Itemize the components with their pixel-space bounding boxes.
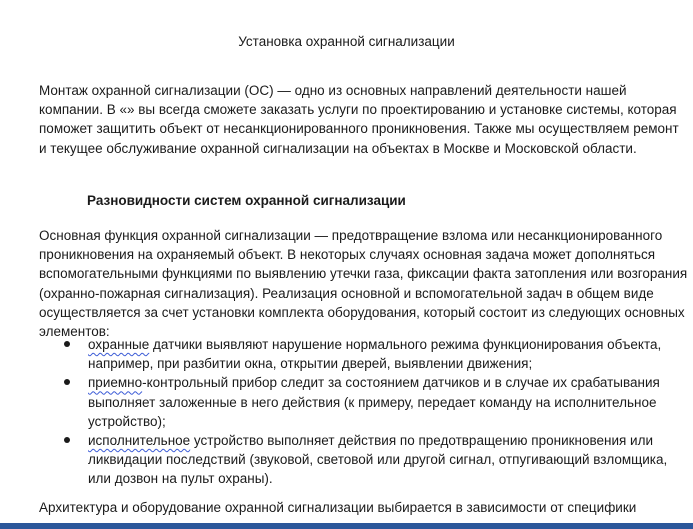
spellcheck-word[interactable]: охранные [88, 337, 150, 352]
bullet-icon [64, 379, 70, 385]
intro-paragraph: Монтаж охранной сигнализации (ОС) — одно из основных направлений деятельности нашей компании. В «» вы всегда сможете заказать услуги по проектированию и установке системы, которая поможет защитить объект от несанкционированного проникновения. Также мы осуществляем ремонт и текущее обслуживание охранной сигнализации на объектах в Москве и Московской области. [39, 83, 679, 156]
list-item [88, 373, 688, 431]
spellcheck-word[interactable]: приемно [88, 375, 143, 391]
section-heading: Разновидности систем охранной сигнализации [87, 193, 406, 208]
last-paragraph: Архитектура и оборудование охранной сигнализации выбирается в зависимости от специфики [39, 500, 637, 515]
list-item-text: датчики выявляют нарушение нормального режима функционирования объекта, например, при разбитии окна, открытии дверей, выявлении движения; [88, 337, 662, 372]
list-item-text: устройство выполняет действия по предотвращению проникновения или ликвидации последствий (звуковой, световой или другой сигнал, отпугивающий взломщика, или дозвон на пульт охраны). [88, 433, 668, 487]
main-paragraph: Основная функция охранной сигнализации — предотвращение взлома или несанкционированного проникновения на охраняемый объект. В некоторых случаях основная задача может дополняться вспомогательными функциями по выявлению утечки газа, фиксации факта затопления или возгорания (охранно-пожарная сигнализация). Реализация основной и вспомогательной задач в общем виде осуществляется за счет установки комплекта оборудования, который состоит из следующих основных элементов: [39, 228, 688, 340]
bullet-icon [64, 341, 70, 347]
list-item-text: -контрольный прибор следит за состоянием датчиков и в случае их срабатывания выполняет заложенные в него действия (к примеру, передает команду на исполнительное устройство); [88, 375, 660, 429]
spellcheck-word[interactable]: исполнительное [88, 433, 191, 449]
elements-list [88, 335, 688, 489]
document-title: Установка охранной сигнализации [238, 34, 455, 49]
list-item [88, 335, 688, 373]
bullet-icon [64, 437, 70, 443]
list-item [88, 431, 688, 489]
window-bottom-bar [0, 523, 693, 529]
